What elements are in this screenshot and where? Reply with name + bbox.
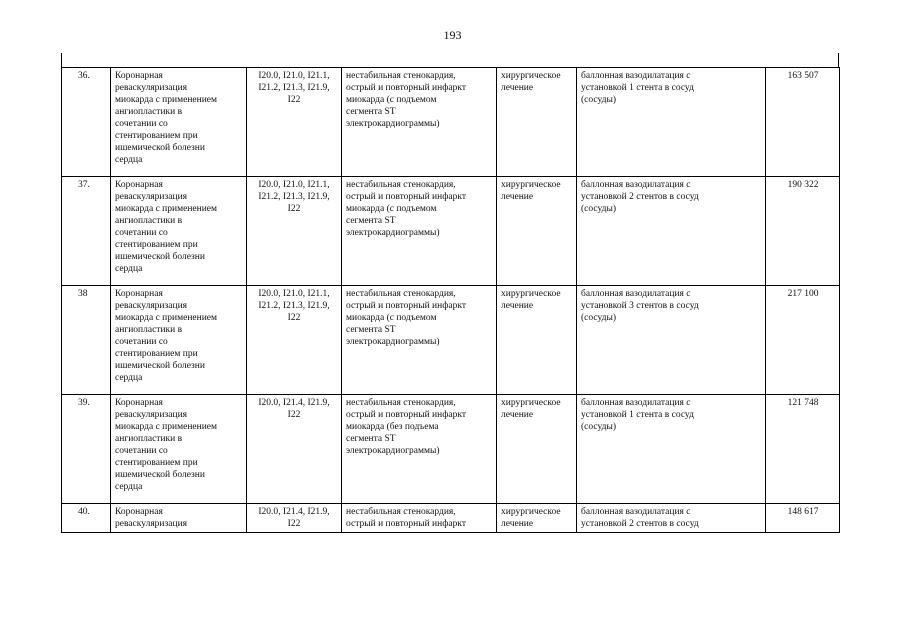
diagnosis-cell (342, 395, 497, 504)
procedure-name-line: сердца (115, 155, 143, 165)
treatment-method-line: (сосуды) (581, 313, 616, 323)
treatment-type-line: хирургическое (501, 507, 561, 517)
diagnosis-line: миокарда (с подъемом (346, 204, 437, 214)
icd-codes-line: I20.0, I21.4, I21.9, (258, 507, 330, 517)
treatment-type-line: хирургическое (501, 180, 561, 190)
procedure-name-line: ангиопластики в (115, 107, 183, 117)
cost-cell: 163 507 (766, 68, 840, 177)
table-body (62, 68, 840, 533)
procedure-name-line: ангиопластики в (115, 216, 183, 226)
icd-codes-cell (247, 68, 342, 177)
procedure-name-line: реваскуляризация (115, 192, 188, 202)
diagnosis-line: нестабильная стенокардия, (346, 180, 456, 190)
treatment-type-line: лечение (501, 519, 534, 529)
diagnosis-line: острый и повторный инфаркт (346, 301, 466, 311)
treatment-method-line: (сосуды) (581, 204, 616, 214)
diagnosis-line: острый и повторный инфаркт (346, 519, 466, 529)
diagnosis-cell (342, 286, 497, 395)
diagnosis-line: сегмента ST (346, 434, 396, 444)
icd-codes-line: I21.2, I21.3, I21.9, (258, 301, 330, 311)
procedure-name-line: ишемической болезни (115, 361, 205, 371)
procedure-name-line: Коронарная (115, 398, 163, 408)
table-row (62, 177, 840, 286)
procedure-name-line: Коронарная (115, 180, 163, 190)
procedure-name-cell (111, 395, 247, 504)
icd-codes-line: I22 (287, 313, 301, 323)
cost-cell: 148 617 (766, 504, 840, 533)
icd-codes-line: I20.0, I21.0, I21.1, (258, 180, 330, 190)
treatment-method-cell (577, 68, 766, 177)
treatment-method-line: установкой 2 стентов в сосуд (581, 192, 699, 202)
diagnosis-line: миокарда (с подъемом (346, 95, 437, 105)
procedure-name-line: миокарда с применением (115, 95, 218, 105)
diagnosis-line: острый и повторный инфаркт (346, 83, 466, 93)
treatment-method-line: баллонная вазодилатация с (581, 180, 691, 190)
treatment-method-line: баллонная вазодилатация с (581, 71, 691, 81)
treatment-method-line: баллонная вазодилатация с (581, 507, 691, 517)
diagnosis-line: электрокардиограммы) (346, 446, 440, 456)
table-row (62, 395, 840, 504)
diagnosis-cell (342, 504, 497, 533)
procedure-name-line: миокарда с применением (115, 422, 218, 432)
treatment-method-line: (сосуды) (581, 95, 616, 105)
procedure-name-line: сердца (115, 482, 143, 492)
treatment-method-cell (577, 286, 766, 395)
procedure-name-line: ишемической болезни (115, 143, 205, 153)
icd-codes-cell (247, 286, 342, 395)
treatment-type-cell (497, 395, 577, 504)
procedure-name-line: сердца (115, 264, 143, 274)
diagnosis-line: нестабильная стенокардия, (346, 507, 456, 517)
cost-cell: 190 322 (766, 177, 840, 286)
treatment-type-cell (497, 286, 577, 395)
row-number-cell: 39. (62, 395, 111, 504)
procedure-name-line: миокарда с применением (115, 204, 218, 214)
diagnosis-line: острый и повторный инфаркт (346, 410, 466, 420)
treatment-type-line: лечение (501, 410, 534, 420)
icd-codes-cell (247, 504, 342, 533)
diagnosis-line: острый и повторный инфаркт (346, 192, 466, 202)
treatment-method-line: (сосуды) (581, 422, 616, 432)
table-continuation-rule (61, 53, 839, 67)
treatment-type-cell (497, 68, 577, 177)
treatment-type-line: лечение (501, 83, 534, 93)
page-number: 193 (443, 28, 462, 42)
diagnosis-cell (342, 177, 497, 286)
treatment-type-cell (497, 177, 577, 286)
diagnosis-line: нестабильная стенокардия, (346, 398, 456, 408)
procedure-name-line: реваскуляризация (115, 410, 188, 420)
icd-codes-line: I22 (287, 519, 301, 529)
procedure-name-line: стентированием при (115, 458, 198, 468)
icd-codes-cell (247, 177, 342, 286)
diagnosis-line: миокарда (с подъемом (346, 313, 437, 323)
treatment-method-line: установкой 2 стентов в сосуд (581, 519, 699, 529)
table-row (62, 68, 840, 177)
treatment-type-line: хирургическое (501, 71, 561, 81)
cost-cell: 217 100 (766, 286, 840, 395)
treatment-type-line: хирургическое (501, 398, 561, 408)
diagnosis-line: сегмента ST (346, 216, 396, 226)
procedure-name-line: реваскуляризация (115, 519, 188, 529)
treatment-method-line: баллонная вазодилатация с (581, 289, 691, 299)
diagnosis-line: миокарда (без подъема (346, 422, 439, 432)
diagnosis-line: нестабильная стенокардия, (346, 289, 456, 299)
procedure-name-line: ангиопластики в (115, 434, 183, 444)
diagnosis-line: сегмента ST (346, 107, 396, 117)
procedure-name-line: ангиопластики в (115, 325, 183, 335)
icd-codes-line: I22 (287, 410, 301, 420)
treatment-type-cell (497, 504, 577, 533)
procedure-name-cell (111, 68, 247, 177)
icd-codes-line: I20.0, I21.0, I21.1, (258, 289, 330, 299)
diagnosis-line: электрокардиограммы) (346, 119, 440, 129)
procedure-name-line: Коронарная (115, 71, 163, 81)
table-row (62, 286, 840, 395)
treatment-type-line: хирургическое (501, 289, 561, 299)
procedure-name-line: реваскуляризация (115, 301, 188, 311)
procedure-name-line: сочетании со (115, 446, 168, 456)
treatment-method-line: баллонная вазодилатация с (581, 398, 691, 408)
procedure-name-line: Коронарная (115, 289, 163, 299)
procedure-name-line: сердца (115, 373, 143, 383)
row-number-cell: 37. (62, 177, 111, 286)
treatment-type-line: лечение (501, 192, 534, 202)
cost-cell: 121 748 (766, 395, 840, 504)
procedure-name-cell (111, 504, 247, 533)
icd-codes-line: I21.2, I21.3, I21.9, (258, 192, 330, 202)
treatment-method-line: установкой 3 стентов в сосуд (581, 301, 699, 311)
icd-codes-line: I20.0, I21.4, I21.9, (258, 398, 330, 408)
procedure-name-line: реваскуляризация (115, 83, 188, 93)
icd-codes-line: I22 (287, 204, 301, 214)
treatment-method-cell (577, 395, 766, 504)
procedure-name-cell (111, 286, 247, 395)
procedure-name-line: стентированием при (115, 349, 198, 359)
procedure-name-line: сочетании со (115, 337, 168, 347)
procedure-name-line: сочетании со (115, 119, 168, 129)
treatment-method-line: установкой 1 стента в сосуд (581, 83, 694, 93)
diagnosis-line: электрокардиограммы) (346, 337, 440, 347)
icd-codes-line: I20.0, I21.0, I21.1, (258, 71, 330, 81)
diagnosis-line: электрокардиограммы) (346, 228, 440, 238)
row-number-cell: 36. (62, 68, 111, 177)
treatment-method-cell (577, 504, 766, 533)
diagnosis-line: сегмента ST (346, 325, 396, 335)
procedure-name-line: сочетании со (115, 228, 168, 238)
row-number-cell: 38 (62, 286, 111, 395)
procedure-name-line: ишемической болезни (115, 252, 205, 262)
procedure-name-cell (111, 177, 247, 286)
treatment-method-line: установкой 1 стента в сосуд (581, 410, 694, 420)
diagnosis-line: нестабильная стенокардия, (346, 71, 456, 81)
treatment-type-line: лечение (501, 301, 534, 311)
procedure-name-line: стентированием при (115, 131, 198, 141)
table-row (62, 504, 840, 533)
icd-codes-line: I21.2, I21.3, I21.9, (258, 83, 330, 93)
procedure-name-line: Коронарная (115, 507, 163, 517)
row-number-cell: 40. (62, 504, 111, 533)
procedures-table (61, 67, 840, 533)
procedure-name-line: миокарда с применением (115, 313, 218, 323)
diagnosis-cell (342, 68, 497, 177)
procedure-name-line: ишемической болезни (115, 470, 205, 480)
icd-codes-cell (247, 395, 342, 504)
procedure-name-line: стентированием при (115, 240, 198, 250)
treatment-method-cell (577, 177, 766, 286)
icd-codes-line: I22 (287, 95, 301, 105)
